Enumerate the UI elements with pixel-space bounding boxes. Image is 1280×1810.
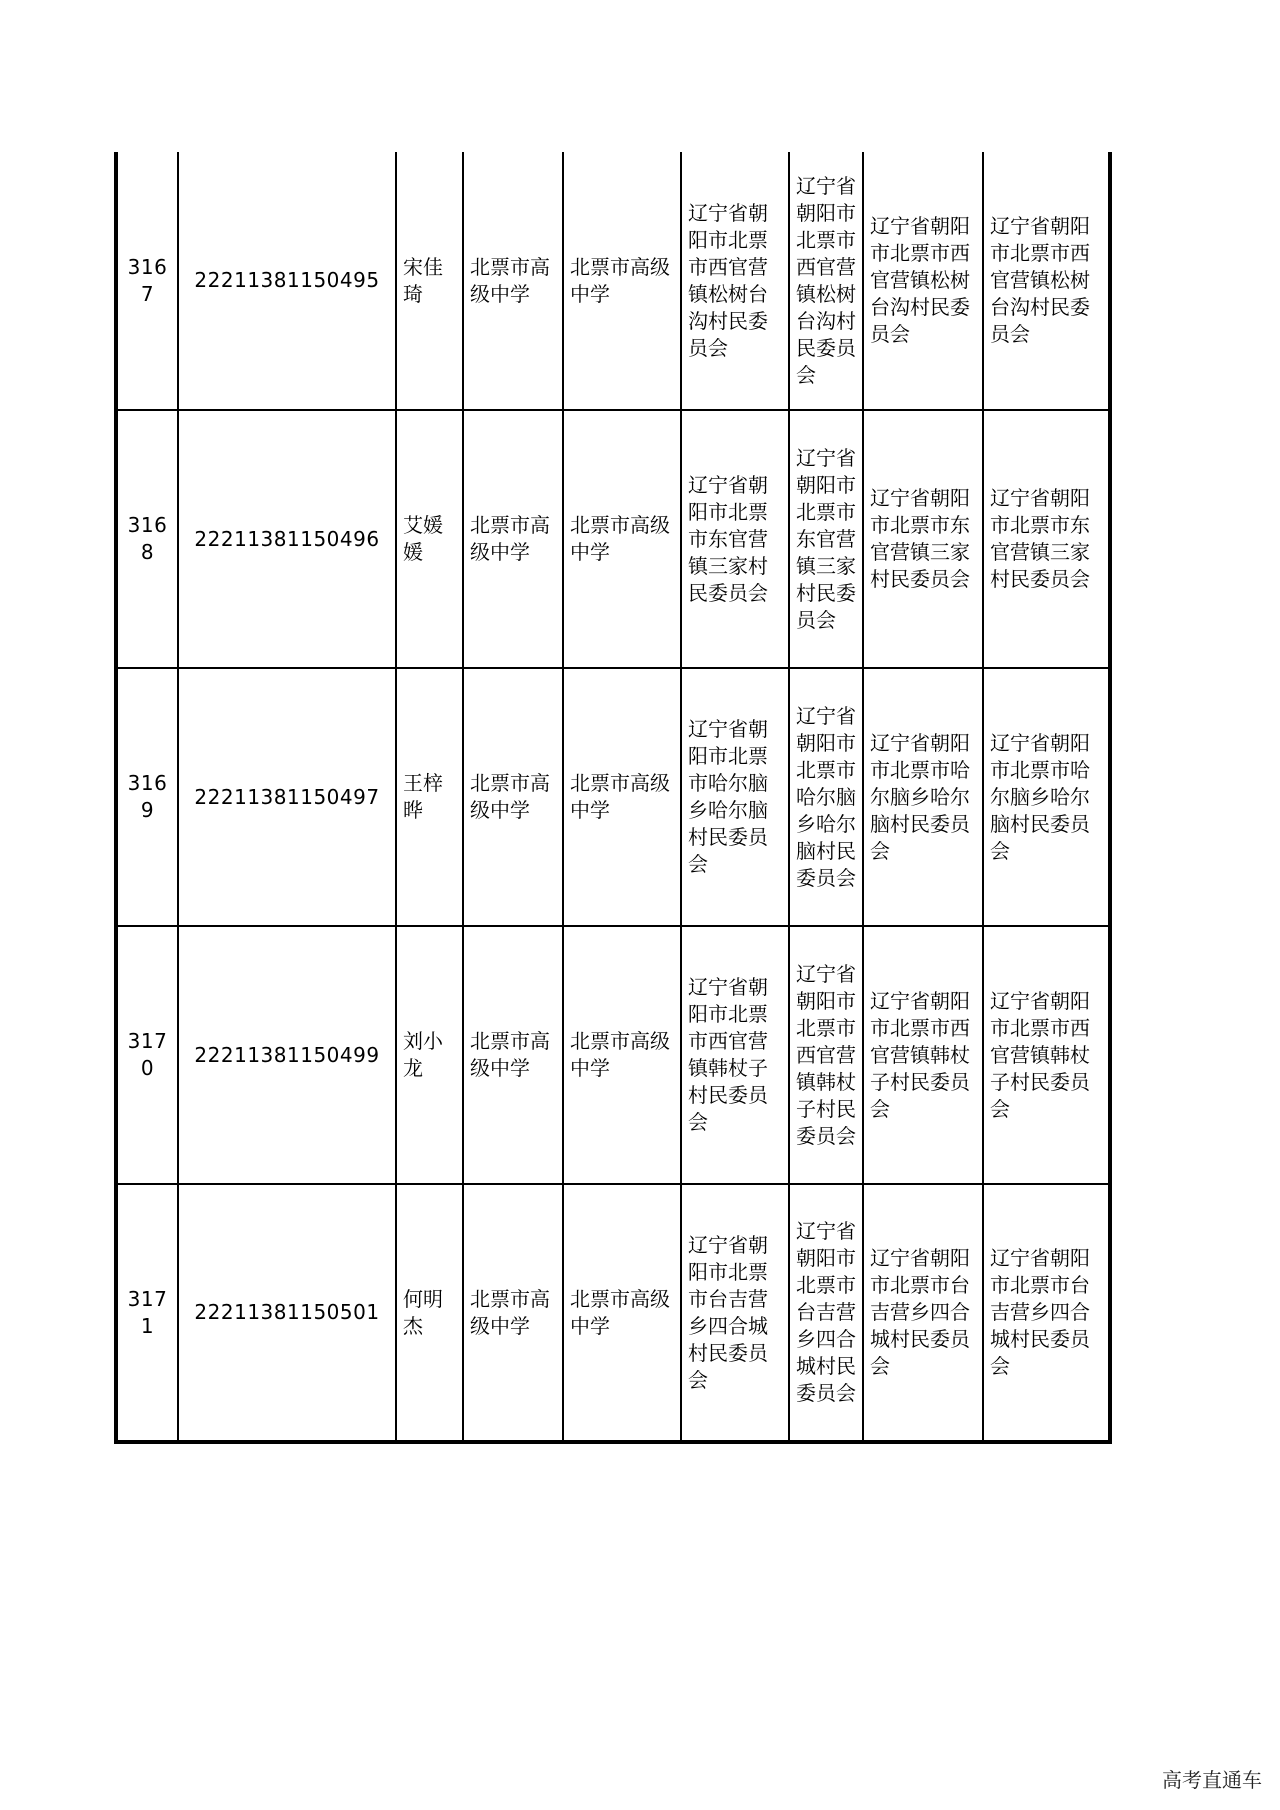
row-address-2: 辽宁省朝阳市北票市东官营镇三家村民委员会 [789, 410, 863, 668]
row-name: 艾媛媛 [396, 410, 463, 668]
student-roster-table [114, 152, 1112, 1444]
row-name: 何明杰 [396, 1184, 463, 1442]
table-row [116, 152, 1110, 410]
row-address-3: 辽宁省朝阳市北票市西官营镇松树台沟村民委员会 [863, 152, 983, 410]
row-school: 北票市高级中学 [463, 668, 563, 926]
row-address-4: 辽宁省朝阳市北票市西官营镇韩杖子村民委员会 [983, 926, 1110, 1184]
row-id: 22211381150501 [178, 1184, 396, 1442]
row-name: 王梓晔 [396, 668, 463, 926]
row-address-3: 辽宁省朝阳市北票市台吉营乡四合城村民委员会 [863, 1184, 983, 1442]
row-address-4: 辽宁省朝阳市北票市西官营镇松树台沟村民委员会 [983, 152, 1110, 410]
table-row [116, 668, 1110, 926]
row-address-3: 辽宁省朝阳市北票市东官营镇三家村民委员会 [863, 410, 983, 668]
row-address-2: 辽宁省朝阳市北票市西官营镇韩杖子村民委员会 [789, 926, 863, 1184]
row-school: 北票市高级中学 [463, 410, 563, 668]
row-address-1: 辽宁省朝阳市北票市台吉营乡四合城村民委员会 [681, 1184, 789, 1442]
row-graduated-school: 北票市高级中学 [563, 926, 681, 1184]
row-address-4: 辽宁省朝阳市北票市台吉营乡四合城村民委员会 [983, 1184, 1110, 1442]
row-school: 北票市高级中学 [463, 152, 563, 410]
row-seq: 3167 [116, 152, 178, 410]
row-id: 22211381150495 [178, 152, 396, 410]
row-name: 刘小龙 [396, 926, 463, 1184]
table-row [116, 410, 1110, 668]
row-graduated-school: 北票市高级中学 [563, 152, 681, 410]
row-address-4: 辽宁省朝阳市北票市东官营镇三家村民委员会 [983, 410, 1110, 668]
row-address-2: 辽宁省朝阳市北票市西官营镇松树台沟村民委员会 [789, 152, 863, 410]
row-name: 宋佳琦 [396, 152, 463, 410]
row-address-2: 辽宁省朝阳市北票市台吉营乡四合城村民委员会 [789, 1184, 863, 1442]
row-graduated-school: 北票市高级中学 [563, 410, 681, 668]
row-id: 22211381150497 [178, 668, 396, 926]
row-graduated-school: 北票市高级中学 [563, 668, 681, 926]
footer-watermark: 高考直通车 [1162, 1768, 1262, 1792]
row-address-3: 辽宁省朝阳市北票市哈尔脑乡哈尔脑村民委员会 [863, 668, 983, 926]
row-seq: 3170 [116, 926, 178, 1184]
table-row [116, 1184, 1110, 1442]
table-row [116, 926, 1110, 1184]
row-seq: 3171 [116, 1184, 178, 1442]
row-address-4: 辽宁省朝阳市北票市哈尔脑乡哈尔脑村民委员会 [983, 668, 1110, 926]
row-school: 北票市高级中学 [463, 926, 563, 1184]
row-address-2: 辽宁省朝阳市北票市哈尔脑乡哈尔脑村民委员会 [789, 668, 863, 926]
row-id: 22211381150499 [178, 926, 396, 1184]
row-address-1: 辽宁省朝阳市北票市哈尔脑乡哈尔脑村民委员会 [681, 668, 789, 926]
row-seq: 3168 [116, 410, 178, 668]
row-address-1: 辽宁省朝阳市北票市西官营镇松树台沟村民委员会 [681, 152, 789, 410]
row-address-1: 辽宁省朝阳市北票市东官营镇三家村民委员会 [681, 410, 789, 668]
row-id: 22211381150496 [178, 410, 396, 668]
row-graduated-school: 北票市高级中学 [563, 1184, 681, 1442]
row-seq: 3169 [116, 668, 178, 926]
row-address-1: 辽宁省朝阳市北票市西官营镇韩杖子村民委员会 [681, 926, 789, 1184]
row-address-3: 辽宁省朝阳市北票市西官营镇韩杖子村民委员会 [863, 926, 983, 1184]
row-school: 北票市高级中学 [463, 1184, 563, 1442]
